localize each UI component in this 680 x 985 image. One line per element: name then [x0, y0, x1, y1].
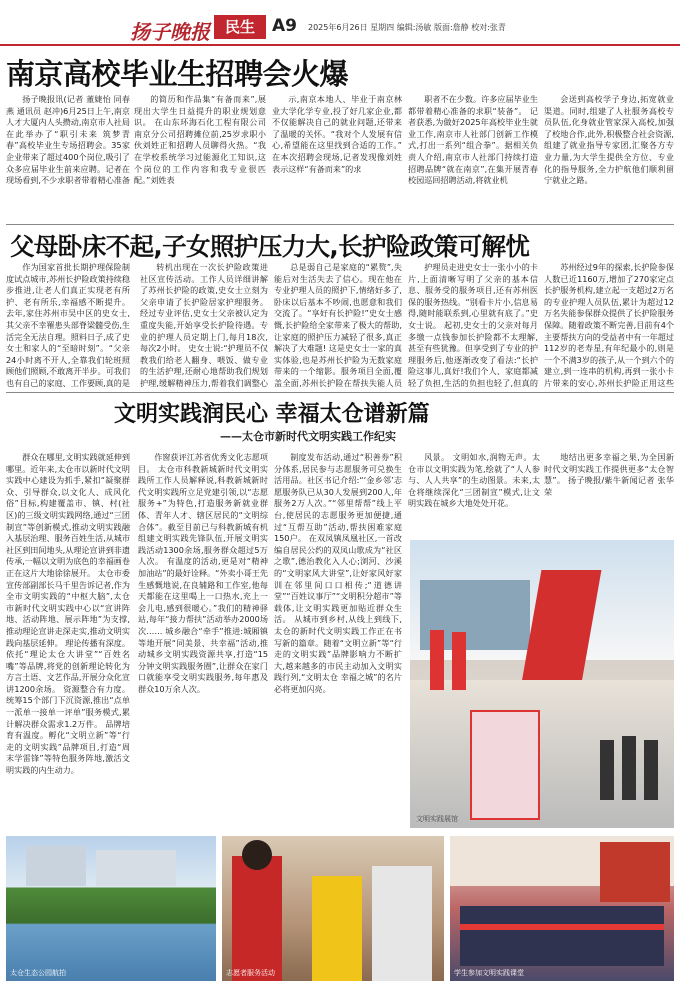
story1-col4-text: 职者不在少数。许多应届毕业生都带着精心准备的求职“装备”。 记者获悉,为做好2025年高校毕业生就业工作,南京市人社部门创新工作模式,打出一系列“组合拳”。据相关负责人介绍,南京市人社部门持续打造招聘品牌“就在南京”,在集开展青春校园巡回招聘活动,将就业机: [408, 94, 538, 186]
story3-column-5: [544, 452, 674, 534]
photo-park-caption: 太仓生态公园航拍: [10, 969, 66, 977]
story3-column-3: [274, 452, 402, 828]
story2-column-2: [140, 262, 268, 388]
photo-exhibit-caption: 文明实践展馆: [416, 815, 458, 823]
story1-col1-text: 扬子晚报讯(记者 董婕怡 同春燕 通讯员 赵冲)6月25日上午,南京人才大厦内人头攒动,南京市人社局在此举办了“职引未来 筑梦青春”高校毕业生专场招聘会。35家企业带来了超过400个岗位,吸引了众多应届毕业生前来应聘。记者在现场看到,不少求职者带着精心准备: [6, 94, 130, 186]
photo-classroom: [450, 836, 674, 981]
story1-col5-text: 会送到高校学子身边,拓宽就业渠道。同时,组建了人社服务高校专员队伍,化身就业管家深入高校,加强了校地合作,此外,积极整合社会资源,组建了就业指导专家团,汇聚各方专业力量,为大学生提供全方位、专业化的指导服务,全力护航他们顺利留宁就业之路。: [544, 94, 674, 186]
photo-volunteer-vest: [232, 856, 282, 981]
story1-column-2: [134, 94, 266, 222]
story3-column-2: [138, 452, 268, 828]
story3-col2-text: 作窗获评江苏省优秀文化志愿项目。 太仓市科教新城新时代文明实践所工作人员解释说,科教新城新时代文明实践所立足党建引领,以“志愿服务+”为特色,打造服务新就业群体、青年人才、辖区居民的“文明综合体”。截至目前已与科教新城有机组建文明实践先锋队伍,开展文明实践活动1300余场,服务群众超过5万人次。 有温度的活动,更是对“精神加油站”的最好诠释。“外卖小哥王先生感慨地说,在良辅路和工作室,他每天都能在这里喝上一口热水,充上一会儿电,感到很暖心。”我们的精神驿站,每年“接力帮扶”活动举办2000场次…… 城乡融合“牵手”推进:城厢镇等地开展“同美景、共幸福”活动,推动城乡文明实践资源共享,打造“15分钟文明实践服务圈”,让群众在家门口就能享受文明实践服务,每年惠及群众10万余人次。: [138, 452, 268, 694]
story1-column-3: [272, 94, 402, 222]
photo-park-towers: [96, 850, 176, 886]
photo-volunteer-head: [242, 840, 272, 870]
photo-park: [6, 836, 216, 981]
photo-child-4: [622, 736, 636, 800]
story1-column-1: [6, 94, 130, 222]
story2-column-4: [408, 262, 538, 388]
story2-divider: [6, 392, 674, 393]
photo-students: [460, 906, 664, 966]
photo-child-1: [430, 630, 444, 690]
story3-headline: 文明实践润民心 幸福太仓谱新篇: [114, 402, 430, 427]
story3-col1-text: 群众在哪里,文明实践就延伸到哪里。近年来,太仓市以新时代文明实践中心建设为抓手,紧扣“凝聚群众、引导群众,以文化人、成风化俗”目标,构建覆盖市、镇、村(社区)的三级文明实践网络,通过“三团制宣”等创新模式,推动文明实践融入基层治理、服务百姓生活,从城市社区到田间地头,从理论宣讲到非遗传承,一幅以文明为底色的幸福画卷正在这片大地徐徐展开。 太仓市委宣传部副部长马千里告诉记者,作为全市文明实践的“中枢大脑”,太仓市新时代文明实践中心以“宣讲阵地、活动阵地、展示阵地”为支撑,推动理论宣讲走深走实,推动文明实践向基层延伸。 理论传播有深度。依托“理论太仓大讲堂”“百姓名嘴”等品牌,将党的创新理论转化为方言土语、文艺作品,开展分众化宣讲1200余场。 资源整合有力度。统筹15个部门下沉资源,推出“点单一派单一接单一评单”服务模式,累计解决群众需求1.2万件。 品牌培育有温度。孵化“文明立新”等“行走的文明实践”品牌项目,打造“周末学雷锋”等特色服务阵地,激活文明实践的内生动力。: [6, 452, 130, 776]
story2-col2-text: 转机出现在一次长护险政策进社区宣传活动。工作人员详细讲解了苏州长护险的政策,史女士立刻为父亲申请了长护险居家护理服务。经过专业评估,史女士父亲被认定为重度失能,开始享受长护险待遇。专业的护理人员定期上门,每月18次,每次2小时。 史女士说:“护理员不仅教我们给老人翻身、喂饭、做专业的生活护理,还耐心地帮助我们规划护理,缓解精神压力,帮着我们调整心: [140, 262, 268, 388]
story3-col5-text: 地结出更多幸福之果,为全国新时代文明实践工作提供更多“太仓智慧”。 扬子晚报/紫牛新闻记者 张华荣: [544, 452, 674, 497]
story2-headline: 父母卧床不起,子女照护压力大,长护险政策可解忧: [10, 232, 530, 261]
story3-col4-text: 风景。 文明如水,润物无声。太仓市以文明实践为笔,绘就了“人人参与、人人共享”的生动图景。未来,太仓将继续深化“三团制宣”模式,让文明实践在城乡大地处处开花。: [408, 452, 540, 509]
story3-col3-text: 制度发布活动,通过“积善券”积分体系,居民参与志愿服务可兑换生活用品。社区书记介绍:“‘金乡邻’志愿服务队已从30人发展到200人,年服务2万人次。”“邻里帮帮”线上平台,使居民的志愿服务更加便捷,通过“互帮互助”活动,帮扶困难家庭150户。 在双凤镇凤凰社区,一首改编自居民公约的双凤山歌成为“社区之歌”,德治教化入人心;浏河、沙溪的“文明家风大讲堂”,让好家风好家训在邻里间口口相传;“道德讲堂”“百姓议事厅”“文明积分超市”等载体,让文明实践更加贴近群众生活。 从城市到乡村,从线上到线下,太仓的新时代文明实践工作正在书写新的篇章。随着“文明立新”等“行走的文明实践”品牌影响力不断扩大,越来越多的市民主动加入文明实践行列,“文明太仓 幸福之城”的名片必将更加闪亮。: [274, 452, 402, 694]
story2-col4-text: 护理员走进史女士一张小小的卡片,上面清晰写明了父亲的基本信息、服务受的服务项目,还有苏州医保的服务热线。“别看卡片小,信息易得,随时能联系到,心里就有底了。”史女士说。 起初,史女士的父亲对每月多缴一点钱参加长护险都不太理解,甚至有些犹豫。但享受到了专业的护理服务后,他逐渐改变了看法:“长护险这事儿,真好!我们个人、家庭都减轻了负担,生活的负担也轻了,但真的: [408, 262, 538, 388]
dateline: 2025年6月26日 星期四 编辑:汤敏 版面:詹静 校对:张青: [308, 23, 506, 32]
story2-column-3: [274, 262, 402, 388]
story2-col5-text: 苏州经过9年的探索,长护险参保人数已近1160万,增加了270家定点长护服务机构,建立起一支超过2万名的专业护理人员队伍,累计为超过12万名失能参保群众提供了长护险服务保障。随着政策不断完善,目前有4个主要帮扶方向的受益者中有一年超过112岁的老寿星,有年纪最小的,则是一个不满3岁的孩子,从一个到六个的建立,到一连串的机构,再到一张小卡片带来的安心,苏州长护险正用这些: [544, 262, 674, 388]
story2-col1-text: 作为国家首批长期护理保险制度试点城市,苏州长护险政策持续稳步推进,让老人们真正实现老有所护、老有所乐,幸福感不断提升。 去年,家住苏州市吴中区的史女士,其父亲不幸罹患头部脊梁髓受伤,生活完全无法自理。照料日子,成了史女士和家人的“至暗时刻”。“父亲24小时离不开人,全靠我们轮班照顾他们照顾,不敢离开半步。可我们也有自己的家庭、工作要顾,真的是: [6, 262, 130, 388]
story1-column-4: [408, 94, 538, 222]
story1-headline: 南京高校毕业生招聘会火爆: [6, 57, 349, 91]
story1-column-5: [544, 94, 674, 222]
photo-red-scarves: [460, 924, 664, 930]
photo-volunteers-caption: 志愿者服务活动: [226, 969, 275, 977]
photo-classroom-banner: [600, 842, 670, 902]
story1-col3-text: 示,南京本地人、毕业于南京林业大学化学专业,投了好几家企业,都不仅能解决自己的就业问题,还带来了温暖的关怀。“我对个人发展有信心,希望能在这里找到合适的工作。” 在本次招聘会现场,记者发现像刘姓表示这样“有备而来”的求: [272, 94, 402, 174]
masthead-logo: 扬子晚报: [130, 20, 210, 44]
photo-exhibit-kids: [410, 540, 674, 828]
story1-col2-text: 的简历和作品集“有备而来”,展现出大学生日益提升的职业规划意识。 在山东环海石化工程有限公司南京分公司招聘摊位前,25岁求职小伙刘姓正和招聘人员聊得火热。“我在学校系统学习过能源化工知识,这个岗位的工作内容和我专业很匹配。”刘姓表: [134, 94, 266, 186]
photo-worker-vest: [312, 876, 362, 981]
photo-worker-2: [372, 866, 432, 981]
story2-col3-text: 总是弱自己是家庭的“累赘”,失能后对生活失去了信心。现在他在专业护理人员的照护下,情绪好多了,卧床以后基本不吵闹,也愿意和我们交流了。“享好有长护险!”史女士感慨,长护险给全家带来了极大的帮助,让家庭的照护压力减轻了很多,真正解决了大难题! 这是史女士一家的真实体验,也是苏州长护险为无数家庭带来的一个缩影。服务项目全面,覆盖全面,苏州长护险在帮扶失能人员: [274, 262, 402, 388]
story3-column-4: [408, 452, 540, 534]
story3-column-1: [6, 452, 130, 828]
section-tab: 民生: [214, 15, 266, 39]
photo-volunteers: [222, 836, 444, 981]
page-number: A9: [272, 16, 297, 36]
page-header: [0, 0, 680, 46]
header-rule: [0, 44, 680, 46]
photo-park-buildings: [26, 846, 86, 886]
photo-child-2: [452, 632, 466, 690]
story3-subhead: ——太仓市新时代文明实践工作纪实: [220, 430, 396, 443]
photo-exhibit-board: [470, 710, 540, 820]
photo-child-5: [644, 740, 658, 800]
story2-column-1: [6, 262, 130, 388]
photo-child-3: [600, 740, 614, 800]
story2-column-5: [544, 262, 674, 388]
story1-divider: [6, 224, 674, 225]
photo-classroom-caption: 学生参加文明实践课堂: [454, 969, 524, 977]
